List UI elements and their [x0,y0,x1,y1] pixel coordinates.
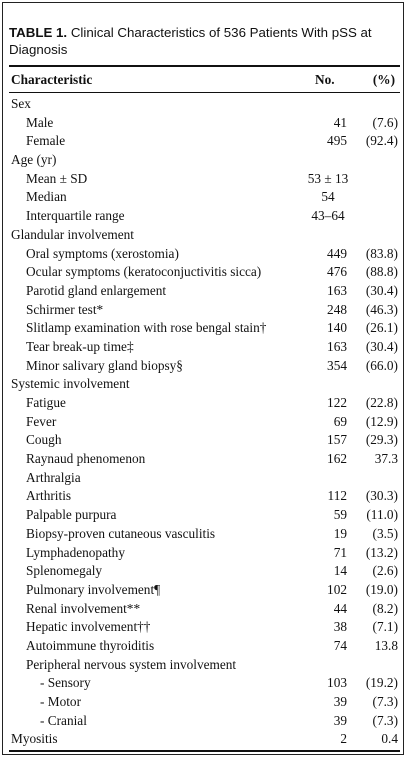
row-label: Myositis [11,731,58,747]
row-percent: (19.2) [365,675,398,691]
row-count: 140 [327,320,347,336]
row-percent: (7.3) [372,694,398,709]
row-label: Fatigue [26,395,66,410]
row-percent: (12.9) [365,413,398,429]
row-label: Cough [26,432,62,448]
row-count: 2 [340,731,347,747]
table-header [11,72,399,90]
bottom-rule [9,750,400,752]
table-row [11,394,399,413]
table-number: TABLE 1. [9,25,68,40]
row-count: 19 [333,525,347,541]
table-row [11,170,399,189]
header-rule [9,92,400,93]
row-label: Glandular involvement [11,226,134,242]
row-percent: (8.2) [372,600,398,616]
row-count: 476 [327,264,347,280]
header-characteristic: Characteristic [11,72,93,87]
row-percent: (2.6) [372,563,398,579]
table-row [11,301,399,320]
row-label: Age (yr) [11,152,57,168]
row-percent: 13.8 [374,637,398,653]
row-label: Lymphadenopathy [26,544,125,560]
row-percent: (30.4) [365,282,398,298]
row-count: 39 [333,694,347,709]
row-percent: (46.3) [365,301,398,317]
table-row [11,413,399,432]
row-label: - Motor [40,694,81,709]
table-row [11,375,399,394]
row-count: 163 [327,338,347,354]
table-row [11,263,399,282]
row-count: 39 [333,712,347,728]
table-row [11,637,399,656]
row-count: 54 [321,189,335,205]
row-label: Systemic involvement [11,376,130,392]
row-count: 14 [333,563,347,579]
table-row [11,114,399,133]
row-percent: (13.2) [365,544,398,560]
table-row [11,319,399,338]
row-label: Slitlamp examination with rose bengal stain† [26,320,267,336]
table-title: Clinical Characteristics of 536 Patients With pSS at Diagnosis [9,25,372,57]
table-row [11,712,399,731]
row-count: 122 [327,395,347,410]
row-label: Parotid gland enlargement [26,282,167,298]
row-percent: (29.3) [365,432,398,448]
table-row [11,656,399,675]
row-label: Pulmonary involvement¶ [26,581,161,597]
table-row [11,487,399,506]
table-row [11,188,399,207]
row-count: 69 [333,413,347,429]
row-percent: (7.3) [372,712,398,728]
row-percent: (92.4) [365,133,398,149]
row-count: 43–64 [311,208,345,224]
table-row [11,693,399,712]
table-row [11,562,399,581]
row-percent: (22.8) [365,395,398,410]
row-percent: (7.6) [372,114,398,130]
row-count: 248 [327,301,347,317]
table-row [11,544,399,563]
row-count: 103 [327,675,347,691]
top-rule [9,65,400,67]
table-body [11,95,399,749]
row-percent: 37.3 [374,451,398,467]
row-label: Schirmer test* [26,301,104,317]
row-percent: (30.3) [365,488,398,504]
row-label: Palpable purpura [26,507,117,523]
table-row [11,674,399,693]
row-label: - Sensory [40,675,91,691]
row-label: Sex [11,96,31,111]
row-label: Male [26,114,54,130]
table-row [11,226,399,245]
row-label: Median [26,189,67,205]
row-count: 354 [327,357,347,373]
table-row [11,525,399,544]
table-row [11,730,399,749]
row-count: 41 [333,114,347,130]
row-percent: 0.4 [381,731,398,747]
table-row [11,600,399,619]
table-row [11,618,399,637]
table-row [11,581,399,600]
row-label: Arthralgia [26,469,81,485]
row-count: 157 [327,432,347,448]
table-row [11,282,399,301]
row-count: 38 [333,619,347,635]
row-count: 74 [333,637,347,653]
row-label: Fever [26,413,57,429]
table-row [11,450,399,469]
row-count: 162 [327,451,347,467]
row-count: 59 [333,507,347,523]
row-label: Raynaud phenomenon [26,451,146,467]
row-count: 163 [327,282,347,298]
table-row [11,431,399,450]
row-percent: (30.4) [365,338,398,354]
table-caption [9,24,399,58]
row-label: Female [26,133,66,149]
header-pct: (%) [372,72,395,87]
row-label: Autoimmune thyroiditis [26,637,155,653]
table-row [11,506,399,525]
row-label: Renal involvement** [26,600,141,616]
row-count: 449 [327,245,347,261]
row-count: 112 [327,488,347,504]
row-label: - Cranial [40,712,87,728]
row-label: Splenomegaly [26,563,103,579]
row-label: Ocular symptoms (keratoconjuctivitis sicca) [26,264,262,280]
row-percent: (7.1) [372,619,398,635]
row-percent: (3.5) [372,525,398,541]
table-row [11,338,399,357]
row-count: 53 ± 13 [307,170,349,186]
row-count: 102 [327,581,347,597]
row-percent: (83.8) [365,245,398,261]
table-row [11,207,399,226]
table-row [11,132,399,151]
row-label: Oral symptoms (xerostomia) [26,245,179,261]
row-label: Tear break-up time‡ [26,338,134,354]
row-label: Hepatic involvement†† [26,619,151,635]
row-count: 495 [327,133,347,149]
table-row [11,245,399,264]
row-percent: (19.0) [365,581,398,597]
row-count: 71 [333,544,347,560]
row-label: Peripheral nervous system involvement [26,656,237,672]
row-count: 44 [333,600,347,616]
row-label: Arthritis [26,488,72,504]
row-label: Mean ± SD [26,170,88,186]
row-label: Minor salivary gland biopsy§ [26,357,183,373]
table-row [11,151,399,170]
table-row [11,95,399,114]
row-percent: (26.1) [365,320,398,336]
header-no: No. [315,72,335,87]
row-percent: (66.0) [365,357,398,373]
row-label: Biopsy-proven cutaneous vasculitis [26,525,216,541]
row-percent: (11.0) [366,507,398,523]
row-percent: (88.8) [365,264,398,280]
table-row [11,357,399,376]
row-label: Interquartile range [26,208,125,224]
table-row [11,469,399,488]
